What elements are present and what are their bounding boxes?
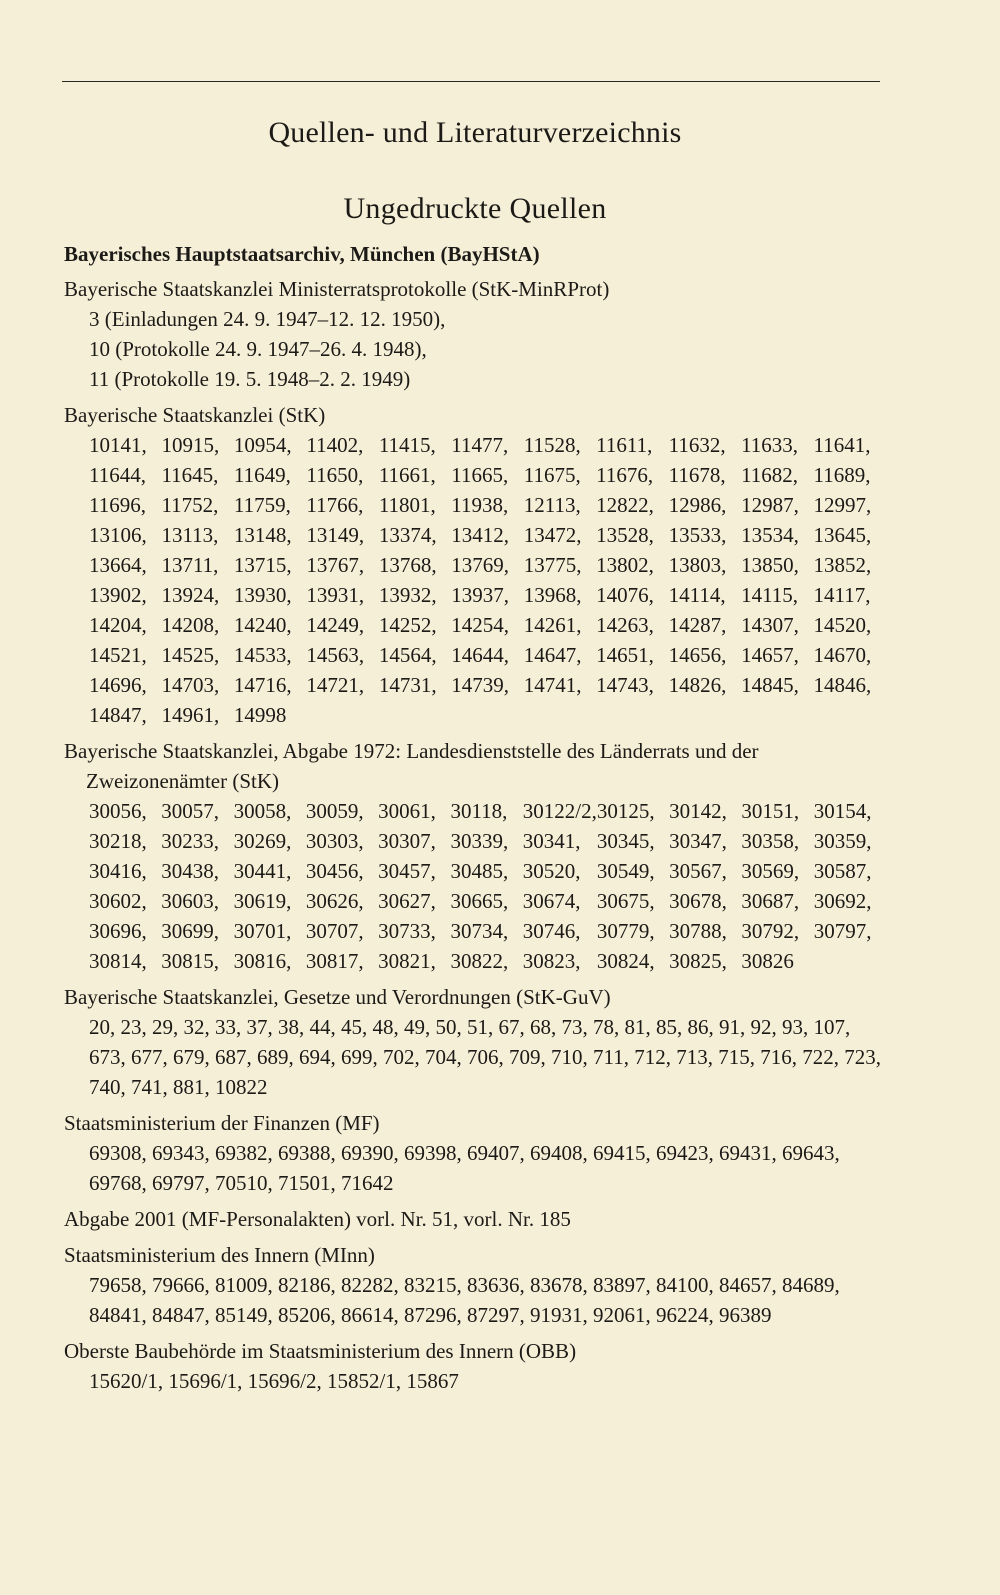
signature-number: 13852, <box>813 553 872 577</box>
signature-number: 30059, <box>305 799 364 823</box>
signature-number: 11696, <box>89 493 146 517</box>
signature-number: 30817, <box>305 949 364 973</box>
signature-number: 30549, <box>596 859 655 883</box>
signature-number: 13937, <box>451 583 510 607</box>
signature-number: 30626, <box>305 889 364 913</box>
signature-number: 30707, <box>305 919 364 943</box>
signature-number: 13113, <box>161 523 219 547</box>
signature-number: 14670, <box>813 643 872 667</box>
signature-number: 14739, <box>451 673 510 697</box>
signature-number: 30057, <box>161 799 220 823</box>
signature-number: 11801, <box>378 493 436 517</box>
signature-number: 30345, <box>596 829 655 853</box>
signature-number: 30746, <box>522 919 581 943</box>
entry-line: 10 (Protokolle 24. 9. 1947–26. 4. 1948), <box>89 337 427 361</box>
signature-number: 11402, <box>306 433 364 457</box>
signature-number: 14520, <box>813 613 872 637</box>
signature-number: 30665, <box>450 889 509 913</box>
signature-number: 11633, <box>741 433 799 457</box>
signature-number: 13715, <box>233 553 292 577</box>
signature-number: 30233, <box>161 829 220 853</box>
signature-number: 30814, <box>89 949 147 973</box>
signature-number: 14696, <box>89 673 147 697</box>
signature-number: 30822, <box>450 949 509 973</box>
signature-number: 11752, <box>161 493 219 517</box>
signature-number: 12986, <box>668 493 727 517</box>
signature-number: 30788, <box>669 919 727 943</box>
signature-number: 12987, <box>741 493 799 517</box>
signature-number: 11477, <box>451 433 509 457</box>
page-content <box>64 96 886 1402</box>
signature-number: 30441, <box>233 859 292 883</box>
source-entry <box>64 982 886 1102</box>
signature-number: 12113, <box>523 493 581 517</box>
signature-number: 14115, <box>741 583 799 607</box>
signature-number: 14998 <box>233 703 287 727</box>
signature-number: 11649, <box>233 463 291 487</box>
signature-number: 30678, <box>669 889 727 913</box>
signature-number: 14847, <box>89 703 147 727</box>
signature-number: 14703, <box>161 673 220 697</box>
signature-number: 30619, <box>233 889 292 913</box>
signature-number: 11528, <box>523 433 581 457</box>
signature-number: 30056, <box>89 799 147 823</box>
signature-number: 13106, <box>89 523 147 547</box>
signature-number: 30675, <box>596 889 655 913</box>
signature-number: 30520, <box>522 859 581 883</box>
signature-number: 30816, <box>233 949 292 973</box>
signature-number: 14743, <box>596 673 654 697</box>
signature-number: 11678, <box>668 463 726 487</box>
signature-number: 11644, <box>89 463 146 487</box>
signature-number: 30118, <box>450 799 508 823</box>
signature-number: 14249, <box>306 613 365 637</box>
signature-number: 14208, <box>161 613 220 637</box>
signature-number: 12822, <box>596 493 654 517</box>
signature-number: 14845, <box>741 673 799 697</box>
signature-number: 30792, <box>741 919 800 943</box>
signature-number: 13374, <box>378 523 437 547</box>
signature-number: 30125, <box>596 799 655 823</box>
signature-number: 30825, <box>669 949 727 973</box>
signature-number: 30779, <box>596 919 655 943</box>
signature-number: 30567, <box>669 859 727 883</box>
signature-number: 11632, <box>668 433 726 457</box>
signature-number: 11641, <box>813 433 871 457</box>
signature-number: 30151, <box>741 799 800 823</box>
signature-number: 30627, <box>378 889 436 913</box>
signature-number: 11682, <box>741 463 799 487</box>
signature-number: 13850, <box>741 553 799 577</box>
signature-number: 13775, <box>523 553 582 577</box>
signature-number: 30058, <box>233 799 292 823</box>
signature-number: 11938, <box>451 493 509 517</box>
signature-number: 13924, <box>161 583 220 607</box>
signature-number: 30569, <box>741 859 800 883</box>
signature-number: 14846, <box>813 673 872 697</box>
entry-title: Staatsministerium des Innern (MInn) <box>64 1243 375 1267</box>
signature-number: 13412, <box>451 523 510 547</box>
entry-title: Bayerische Staatskanzlei, Gesetze und Verordnungen (StK-GuV) <box>64 985 611 1009</box>
signature-list: 15620/1, 15696/1, 15696/2, 15852/1, 15867 <box>89 1369 459 1393</box>
signature-list: 69308, 69343, 69382, 69388, 69390, 69398, 69407, 69408, 69415, 69423, 69431, 69643, 69768, 69797, 70510, 71501, 71642 <box>89 1141 840 1195</box>
signature-grid <box>89 796 886 976</box>
signature-number: 14254, <box>451 613 510 637</box>
signature-number: 30823, <box>522 949 581 973</box>
signature-number: 12997, <box>813 493 872 517</box>
signature-number: 30358, <box>741 829 800 853</box>
source-entry <box>64 1204 886 1234</box>
signature-number: 30122/2, <box>522 799 597 823</box>
signature-number: 30416, <box>89 859 147 883</box>
entry-title: Abgabe 2001 (MF-Personalakten) vorl. Nr. 51, vorl. Nr. 185 <box>64 1207 571 1231</box>
signature-number: 30602, <box>89 889 147 913</box>
signature-number: 14731, <box>378 673 437 697</box>
signature-number: 13769, <box>451 553 510 577</box>
signature-number: 30438, <box>161 859 220 883</box>
signature-number: 11650, <box>306 463 364 487</box>
signature-number: 14204, <box>89 613 147 637</box>
signature-list: 20, 23, 29, 32, 33, 37, 38, 44, 45, 48, 49, 50, 51, 67, 68, 73, 78, 81, 85, 86, 91, 92, 93, 107, 673, 677, 679, 687, 689, 694, 699, 702, 704, 706, 709, 710, 711, 712, 713, 715, 716, 722, 723, 740, 741, 881, 10822 <box>89 1015 881 1099</box>
archive-title: Bayerisches Hauptstaatsarchiv, München (BayHStA) <box>64 242 540 266</box>
signature-number: 13931, <box>306 583 365 607</box>
signature-number: 10141, <box>89 433 147 457</box>
signature-number: 14263, <box>596 613 654 637</box>
signature-number: 30699, <box>161 919 220 943</box>
signature-number: 30218, <box>89 829 147 853</box>
signature-number: 14644, <box>451 643 510 667</box>
signature-number: 13149, <box>306 523 365 547</box>
source-entry <box>64 736 886 976</box>
signature-number: 13802, <box>596 553 654 577</box>
signature-number: 30347, <box>669 829 727 853</box>
signature-number: 14307, <box>741 613 799 637</box>
signature-number: 13472, <box>523 523 582 547</box>
signature-number: 30307, <box>378 829 436 853</box>
signature-number: 14533, <box>233 643 292 667</box>
section-title: Ungedruckte Quellen <box>343 192 607 225</box>
entry-title: Bayerische Staatskanzlei (StK) <box>64 403 326 427</box>
signature-number: 13768, <box>378 553 437 577</box>
signature-number: 14563, <box>306 643 365 667</box>
signature-number: 30815, <box>161 949 220 973</box>
signature-number: 30061, <box>378 799 436 823</box>
signature-number: 13533, <box>668 523 727 547</box>
signature-number: 14564, <box>378 643 437 667</box>
signature-number: 30696, <box>89 919 147 943</box>
signature-number: 13528, <box>596 523 654 547</box>
signature-number: 10954, <box>233 433 292 457</box>
signature-number: 14252, <box>378 613 437 637</box>
signature-number: 11645, <box>161 463 219 487</box>
signature-number: 14716, <box>233 673 292 697</box>
source-entry <box>64 400 886 730</box>
signature-number: 11675, <box>523 463 581 487</box>
signature-number: 14721, <box>306 673 365 697</box>
signature-number: 14117, <box>813 583 871 607</box>
header-rule <box>62 81 880 82</box>
signature-number: 30733, <box>378 919 436 943</box>
source-entry <box>64 1240 886 1330</box>
signature-number: 30339, <box>450 829 509 853</box>
signature-number: 13932, <box>378 583 437 607</box>
signature-number: 14240, <box>233 613 292 637</box>
signature-number: 30687, <box>741 889 800 913</box>
signature-number: 11759, <box>233 493 291 517</box>
entry-title: Bayerische Staatskanzlei, Abgabe 1972: Landesdienststelle des Länderrats und der Zweizonenämter (StK) <box>64 739 759 793</box>
signature-number: 30734, <box>450 919 509 943</box>
signature-number: 14961, <box>161 703 220 727</box>
signature-number: 30142, <box>669 799 727 823</box>
signature-number: 14521, <box>89 643 147 667</box>
signature-number: 14525, <box>161 643 220 667</box>
signature-number: 13711, <box>161 553 219 577</box>
entry-line: 11 (Protokolle 19. 5. 1948–2. 2. 1949) <box>89 367 411 391</box>
signature-number: 11611, <box>596 433 653 457</box>
signature-number: 10915, <box>161 433 220 457</box>
signature-number: 11689, <box>813 463 871 487</box>
signature-number: 30587, <box>813 859 872 883</box>
signature-number: 13930, <box>233 583 292 607</box>
signature-number: 30269, <box>233 829 292 853</box>
signature-number: 30797, <box>813 919 872 943</box>
signature-number: 11676, <box>596 463 654 487</box>
entry-lines <box>89 304 886 394</box>
source-entry <box>64 1336 886 1396</box>
signature-number: 11661, <box>378 463 436 487</box>
signature-number: 13664, <box>89 553 147 577</box>
page-title: Quellen- und Literaturverzeichnis <box>268 116 682 149</box>
signature-number: 11415, <box>378 433 436 457</box>
signature-number: 13645, <box>813 523 872 547</box>
source-entry <box>64 274 886 394</box>
signature-number: 30341, <box>522 829 581 853</box>
signature-number: 14741, <box>523 673 582 697</box>
signature-number: 14651, <box>596 643 654 667</box>
signature-number: 11766, <box>306 493 364 517</box>
signature-number: 30674, <box>522 889 581 913</box>
entry-line: 3 (Einladungen 24. 9. 1947–12. 12. 1950), <box>89 307 446 331</box>
signature-number: 14656, <box>668 643 727 667</box>
signature-number: 14657, <box>741 643 799 667</box>
signature-number: 30826 <box>741 949 794 973</box>
entry-list <box>64 274 886 1396</box>
signature-number: 13803, <box>668 553 727 577</box>
signature-number: 14287, <box>668 613 727 637</box>
signature-number: 30692, <box>813 889 872 913</box>
signature-number: 14826, <box>668 673 727 697</box>
entry-title: Oberste Baubehörde im Staatsministerium des Innern (OBB) <box>64 1339 577 1363</box>
signature-number: 30456, <box>305 859 364 883</box>
signature-number: 30303, <box>305 829 364 853</box>
signature-number: 30603, <box>161 889 220 913</box>
signature-number: 30824, <box>596 949 655 973</box>
source-entry <box>64 1108 886 1198</box>
signature-number: 13968, <box>523 583 582 607</box>
signature-number: 30457, <box>378 859 436 883</box>
signature-number: 30359, <box>813 829 872 853</box>
signature-number: 13767, <box>306 553 365 577</box>
signature-number: 13534, <box>741 523 799 547</box>
signature-number: 30485, <box>450 859 509 883</box>
signature-number: 14114, <box>668 583 726 607</box>
signature-number: 14076, <box>596 583 654 607</box>
signature-number: 30821, <box>378 949 436 973</box>
entry-title: Staatsministerium der Finanzen (MF) <box>64 1111 380 1135</box>
signature-number: 13148, <box>233 523 292 547</box>
signature-number: 30154, <box>813 799 872 823</box>
signature-number: 14647, <box>523 643 582 667</box>
signature-number: 14261, <box>523 613 582 637</box>
signature-number: 11665, <box>451 463 509 487</box>
signature-grid <box>89 430 886 730</box>
signature-number: 30701, <box>233 919 292 943</box>
signature-number: 13902, <box>89 583 147 607</box>
entry-title: Bayerische Staatskanzlei Ministerratsprotokolle (StK-MinRProt) <box>64 277 610 301</box>
signature-list: 79658, 79666, 81009, 82186, 82282, 83215, 83636, 83678, 83897, 84100, 84657, 84689, 84841, 84847, 85149, 85206, 86614, 87296, 87297, 91931, 92061, 96224, 96389 <box>89 1273 840 1327</box>
